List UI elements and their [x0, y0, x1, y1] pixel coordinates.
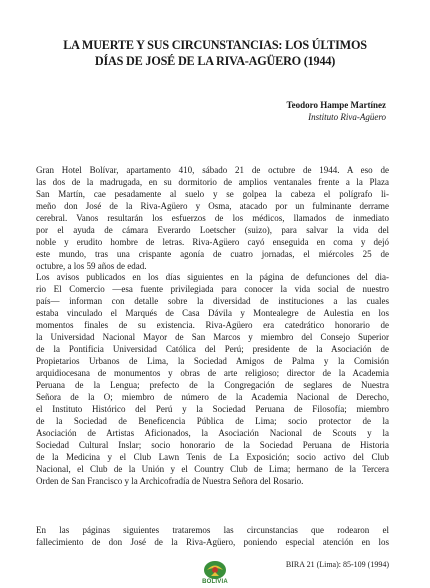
text-line: el Instituto Histórico del Perú y la Sociedad Peruana de Filosofía; miembro: [36, 404, 389, 414]
text-line: arquidiocesana de monumentos y obras de arte religioso; director de la Academia: [36, 368, 389, 378]
text-line: de la Pontificia Universidad Católica del Perú; presidente de la Asociación de: [36, 344, 389, 354]
title-line-2: DÍAS DE JOSÉ DE LA RIVA-AGÜERO (1944): [94, 54, 336, 68]
text-line: este mundo, tras una crispante agonía de cuatro jornadas, el miércoles 25 de: [36, 249, 389, 259]
paragraph-3: [36, 524, 389, 548]
text-line: Peruana de la Lengua; prefecto de la Congregación de seglares de Nuestra: [36, 380, 389, 390]
paragraph-2: [36, 271, 389, 487]
text-line: Orden de San Francisco y la Archicofradía de Nuestra Señora del Rosario.: [36, 476, 304, 486]
text-line: Los avisos publicados en los días siguientes en la página de defunciones del dia-: [36, 272, 389, 282]
title-line-1: LA MUERTE Y SUS CIRCUNSTANCIAS: LOS ÚLTIMOS: [63, 38, 367, 52]
text-line: octubre, a los 59 años de edad.: [36, 261, 147, 271]
text-line: rio El Comercio —esa fuente privilegiada para conocer la vida social de nuestro: [36, 284, 389, 294]
logo-text: BOLIVIA: [202, 579, 228, 585]
text-line: Propietarios Urbanos de Lima, la Sociedad Amigos de Palma y la Comisión: [36, 356, 389, 366]
author-block: [287, 99, 387, 123]
text-line: Asociación de Artistas Aficionados, la Asociación Nacional de Scouts y la: [36, 428, 389, 438]
text-line: Gran Hotel Bolívar, apartamento 410, sábado 21 de octubre de 1944. A eso de: [36, 165, 389, 175]
text-line: Nacional, el Club de la Unión y el Country Club de Lima; hermano de la Tercera: [36, 464, 389, 474]
text-line: fallecimiento de don José de la Riva-Agüero, poniendo especial atención en los: [36, 537, 389, 547]
text-line: San Martín, cae pesadamente al suelo y se golpea la cabeza el polígrafo li-: [36, 189, 389, 199]
text-line: por el ayuda de cámara Everardo Loetscher (suizo), para salvar la vida del: [36, 225, 389, 235]
article-title: [30, 37, 400, 69]
text-line: la Universidad Nacional Mayor de San Marcos y miembro del Consejo Superior: [36, 332, 389, 342]
author-affiliation: Instituto Riva-Agüero: [308, 112, 386, 122]
journal-citation: BIRA 21 (Lima): 85-109 (1994): [285, 560, 389, 569]
text-line: meño don José de la Riva-Agüero y Osma, atacado por un fulminante derrame: [36, 201, 389, 211]
text-line: Sociedad Cultural Inslar; socio honorario de la Sociedad Peruana de Historia: [36, 440, 389, 450]
text-line: de la Medicina y el Club Lawn Tenis de La Exposición; socio activo del Club: [36, 452, 389, 462]
text-line: estaba vinculado el Marqués de Casa Dávila y Montealegre de Aulestia en los: [36, 308, 389, 318]
text-line: noble y erudito hombre de letras. Riva-Agüero cayó enseguida en coma y dejó: [36, 237, 389, 247]
text-line: momentos finales de su existencia. Riva-Agüero era catedrático honorario de: [36, 320, 389, 330]
text-line: En las páginas siguientes trataremos las circunstancias que rodearon el: [36, 525, 389, 535]
text-line: las dos de la madrugada, en su dormitorio de amplios ventanales frente a la Plaza: [36, 177, 389, 187]
text-line: Señora de la O; miembro de número de la Academia Nacional de Derecho,: [36, 392, 389, 402]
author-name: Teodoro Hampe Martínez: [286, 100, 386, 110]
text-line: país— informan con detalle sobre la diversidad de instituciones a las cuales: [36, 296, 389, 306]
text-line: de la Sociedad de Beneficencia Pública de Lima; socio protector de la: [36, 416, 389, 426]
text-line: cerebral. Vanos resultarán los esfuerzos de los médicos, llamados de inmediato: [36, 213, 389, 223]
paragraph-1: [36, 164, 389, 272]
